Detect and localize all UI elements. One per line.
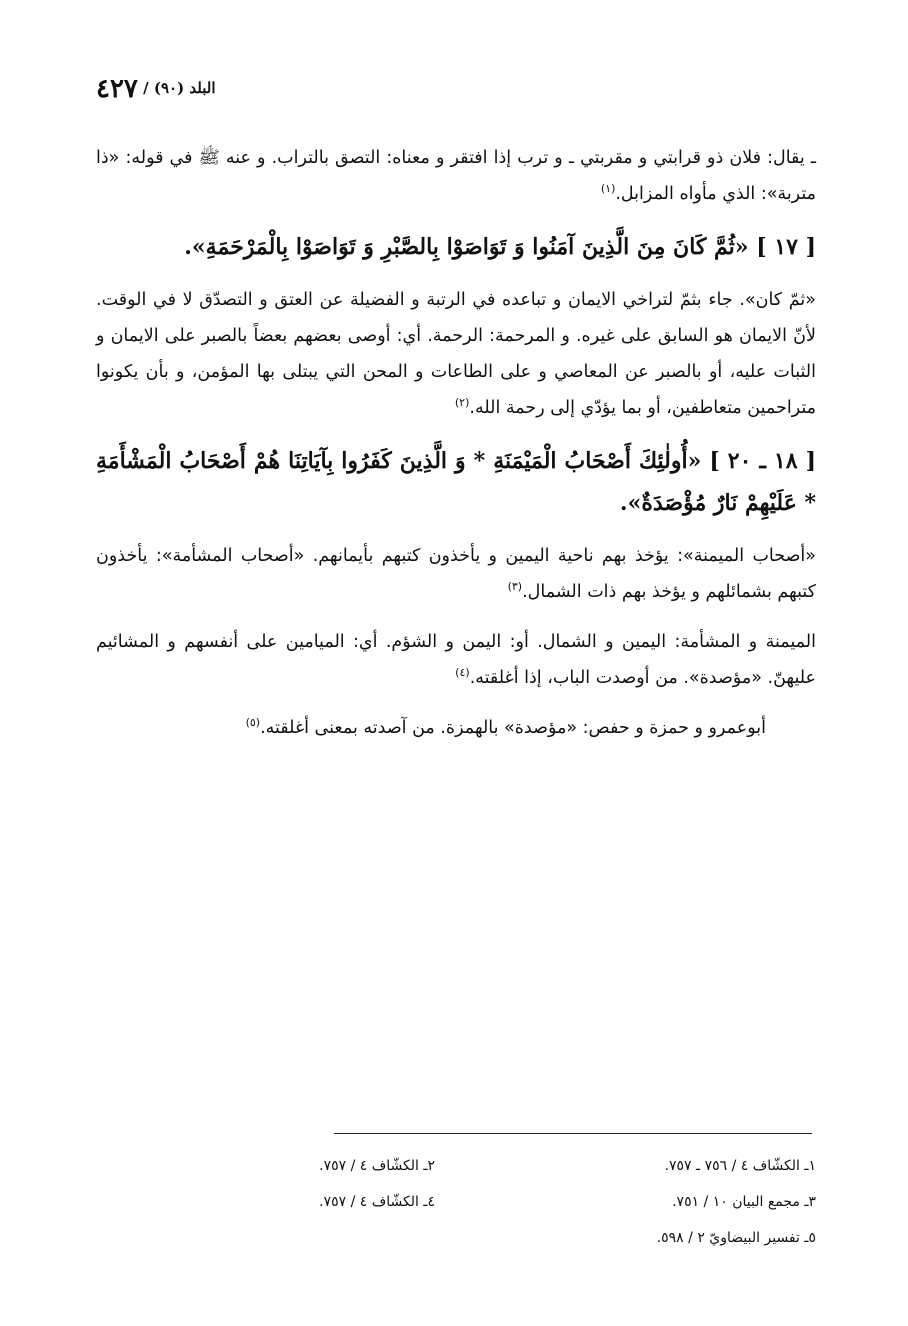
paragraph-2 (96, 282, 816, 426)
paragraph-4-text: الميمنة و المشأمة: اليمين و الشمال. أو: اليمن و الشؤم. أي: الميامين على أنفسهم و المشائيم عليهنّ. «مؤصدة». من أوصدت الباب، إذا أغلقته. (96, 632, 816, 688)
verse-18-20: [ ١٨ ـ ٢٠ ] «أُولٰئِكَ أَصْحَابُ الْمَيْمَنَةِ * وَ الَّذِينَ كَفَرُوا بِآيَاتِنَا هُمْ أَصْحَابُ الْمَشْأَمَةِ * عَلَيْهِمْ نَارٌ مُؤْصَدَةٌ». (96, 448, 816, 516)
footnote-divider (334, 1133, 812, 1134)
footnote-ref-4: (٤) (455, 666, 470, 680)
paragraph-1 (96, 140, 816, 212)
footnote-row (96, 1220, 816, 1256)
footnote-row (96, 1184, 816, 1220)
footnote-2: ٢ـ الكشّاف ٤ / ٧٥٧. (319, 1158, 435, 1174)
page-number: ٤٢٧ (96, 74, 138, 104)
paragraph-3-text: «أصحاب الميمنة»: يؤخذ بهم ناحية اليمين و يأخذون كتبهم بأيمانهم. «أصحاب المشأمة»: يأخذون كتبهم بشمائلهم و يؤخذ بهم ذات الشمال. (96, 546, 816, 602)
paragraph-5-text: أبوعمرو و حمزة و حفص: «مؤصدة» بالهمزة. من آصدته بمعنى أغلقته. (260, 718, 766, 738)
footnotes (96, 1148, 816, 1256)
footnote-1: ١ـ الكشّاف ٤ / ٧٥٦ ـ ٧٥٧. (664, 1158, 816, 1174)
footnote-ref-5: (٥) (245, 716, 261, 730)
running-header (96, 68, 816, 108)
main-text (96, 140, 816, 760)
footnote-5: ٥ـ تفسير البيضاويّ ٢ / ٥٩٨. (656, 1230, 816, 1246)
running-title: البلد (٩٠) / (143, 79, 216, 97)
paragraph-1-text: ـ يقال: فلان ذو قرابتي و مقربتي ـ و ترب إذا افتقر و معناه: التصق بالتراب. و عنه ﷺ في قوله: «ذا متربة»: الذي مأواه المزابل. (96, 148, 816, 204)
footnote-3: ٣ـ مجمع البيان ١٠ / ٧٥١. (672, 1194, 816, 1210)
paragraph-2-text: «ثمّ كان». جاء بثمّ لتراخي الايمان و تباعده في الرتبة و الفضيلة عن العتق و التصدّق لا في الوقت. لأنّ الايمان هو السابق على غيره. و المرحمة: الرحمة. أي: أوصى بعضهم بعضاً بالصبر على الايمان و الثبات عليه، أو بالصبر عن المعاصي و على الطاعات و المحن التي يبتلى بها المؤمن، و بأن يكونوا متراحمين متعاطفين، أو بما يؤدّي إلى رحمة الله. (96, 290, 816, 418)
footnote-4: ٤ـ الكشّاف ٤ / ٧٥٧. (319, 1194, 435, 1210)
paragraph-5 (96, 710, 816, 746)
footnote-row (96, 1148, 816, 1184)
paragraph-4 (96, 624, 816, 696)
verse-17: [ ١٧ ] «ثُمَّ كَانَ مِنَ الَّذِينَ آمَنُوا وَ تَوَاصَوْا بِالصَّبْرِ وَ تَوَاصَوْا بِالْمَرْحَمَةِ». (184, 234, 816, 260)
footnote-ref-1: (١) (600, 182, 616, 196)
footnote-ref-3: (٣) (507, 580, 523, 594)
paragraph-3 (96, 538, 816, 610)
footnote-ref-2: (٢) (454, 396, 470, 410)
